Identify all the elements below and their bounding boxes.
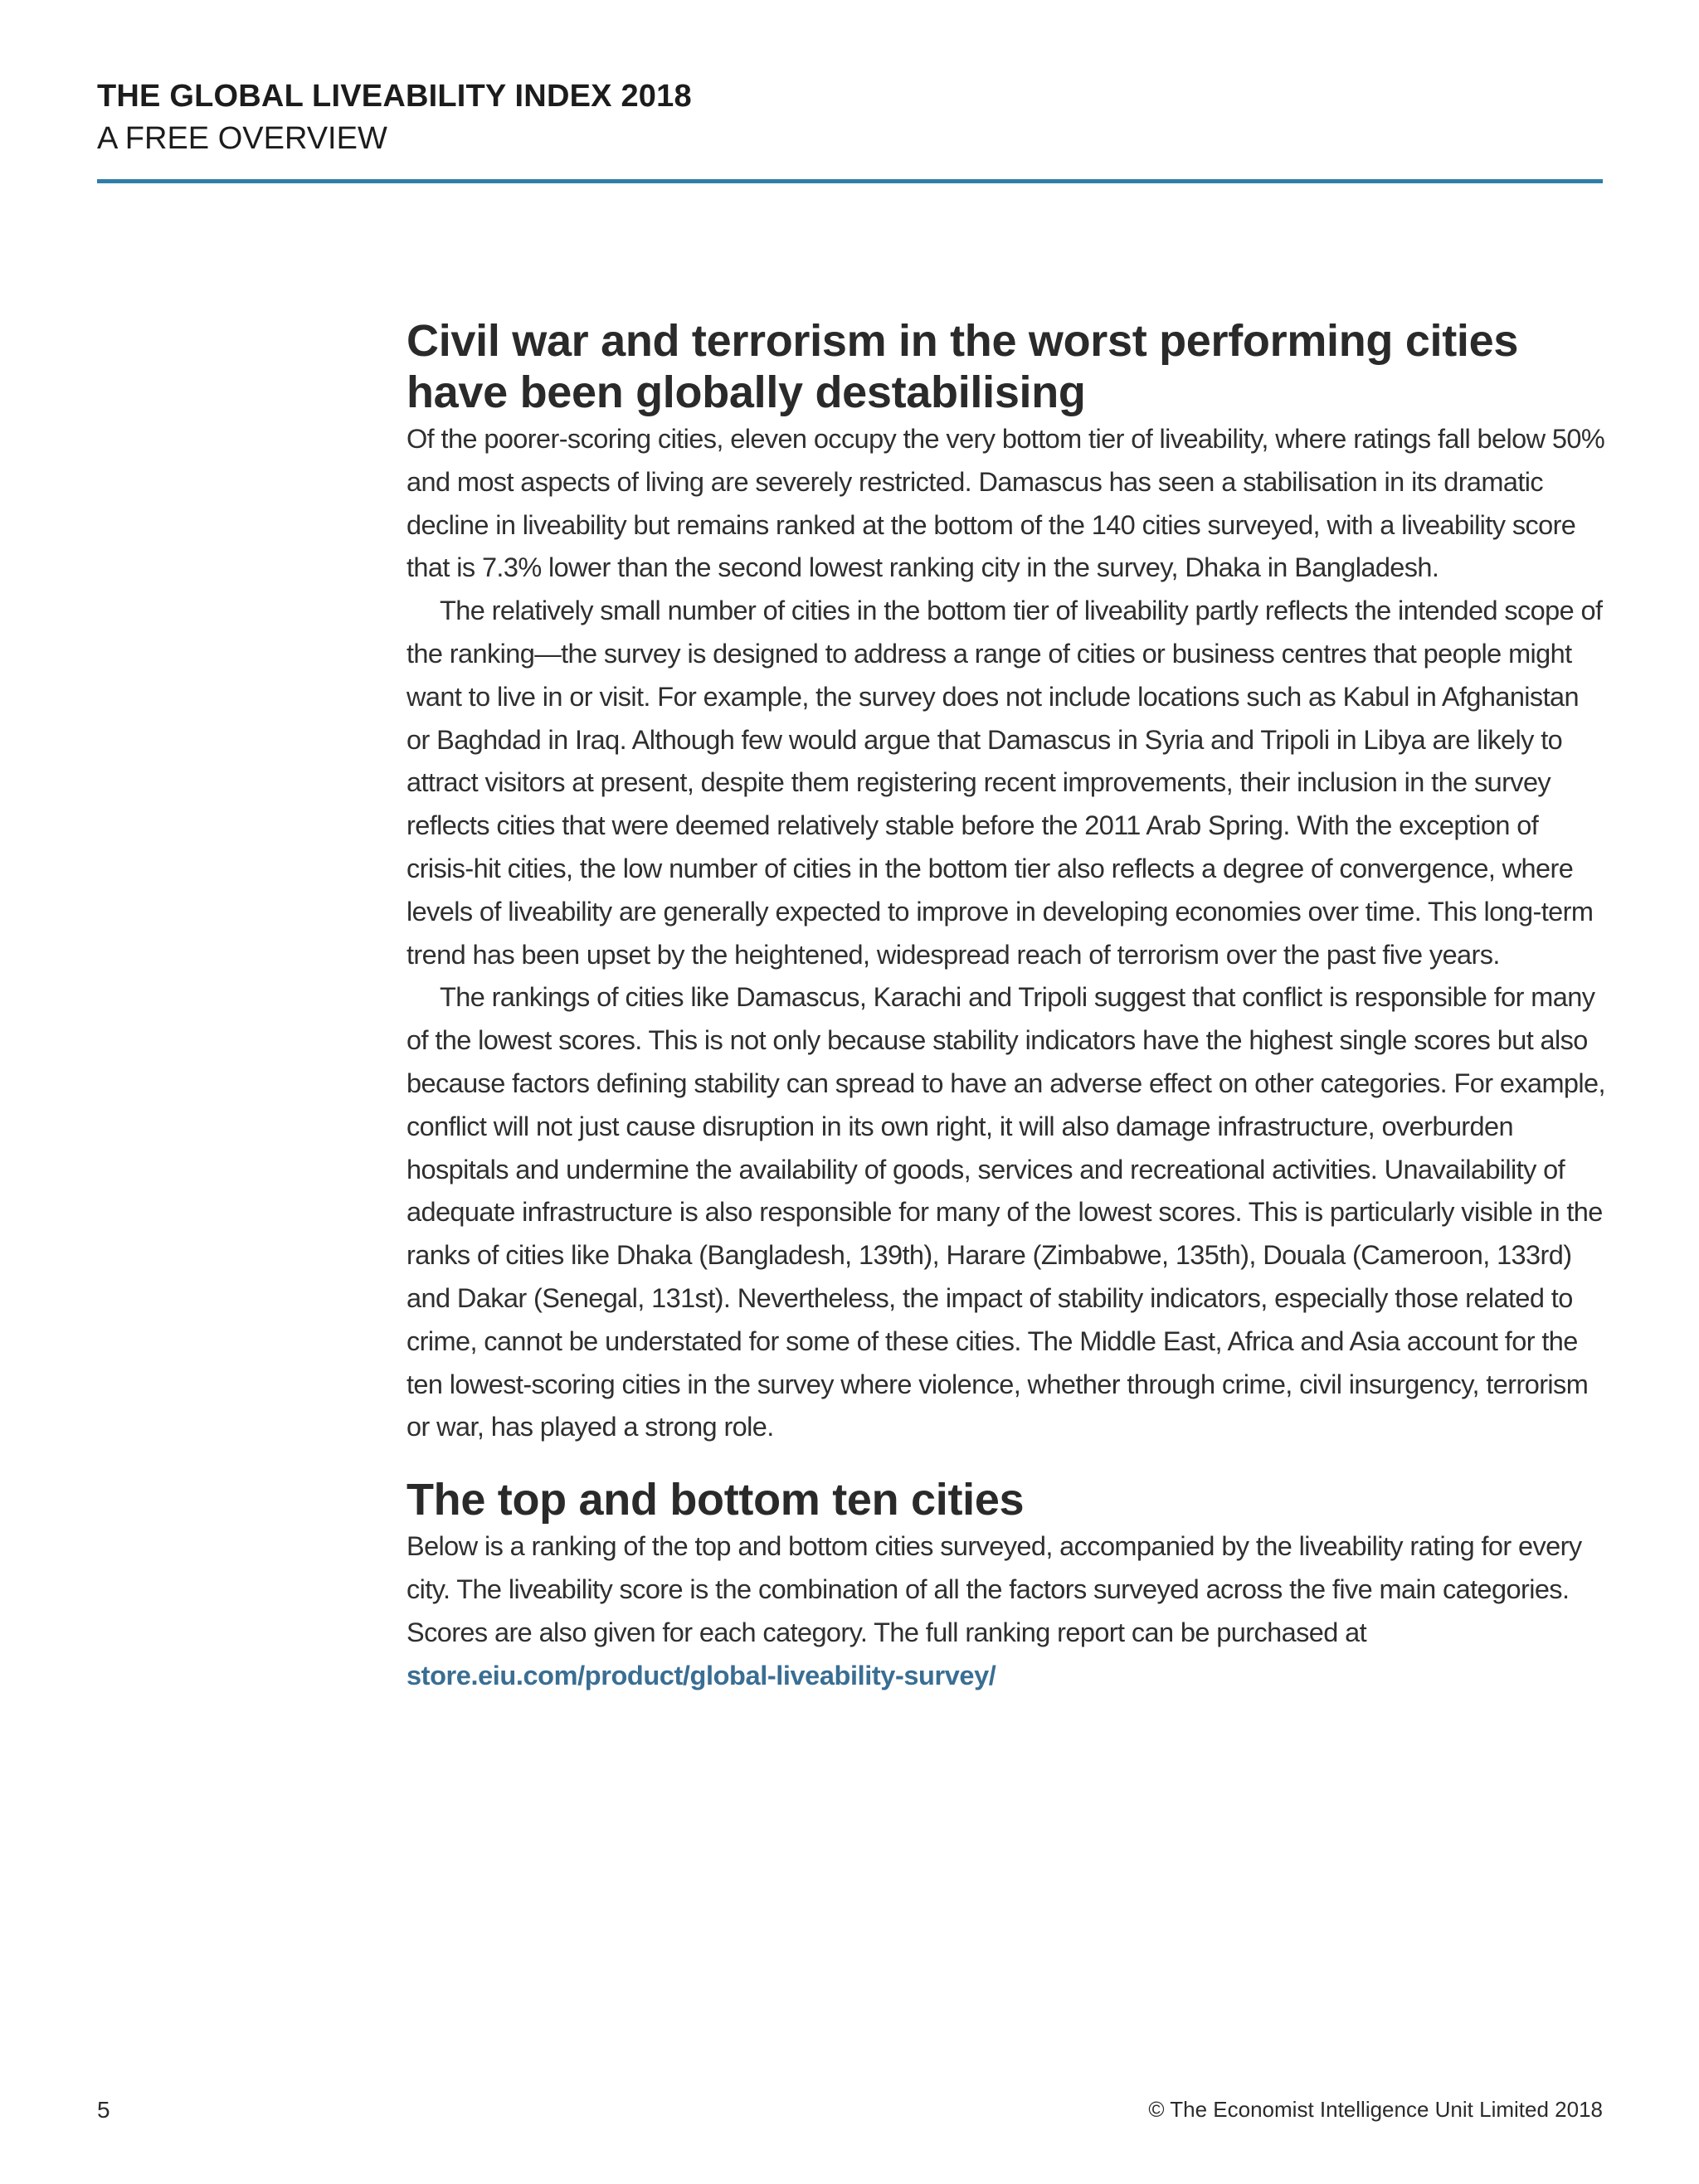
paragraph-text: Below is a ranking of the top and bottom cities surveyed, accompanied by the liveability rating for every city. The liveability score is the combination of all the factors surveyed across the five main categories. Scores are also given for each category. The full ranking report can be purchased at [406, 1531, 1582, 1647]
page-header [97, 76, 1603, 159]
paragraph: Of the poorer-scoring cities, eleven occupy the very bottom tier of liveability, where ratings fall below 50% and most aspects of living are severely restricted. Damascus has seen a stabilisation in its dramatic decline in liveability but remains ranked at the bottom of the 140 cities surveyed, with a liveability score that is 7.3% lower than the second lowest ranking city in the survey, Dhaka in Bangladesh. [406, 424, 1605, 583]
paragraph [406, 1525, 1605, 1697]
main-content [406, 315, 1605, 1697]
section-civil-war [406, 315, 1605, 1449]
store-link[interactable]: store.eiu.com/product/global-liveability-survey/ [406, 1660, 996, 1690]
page-footer [97, 2097, 1603, 2130]
header-divider [97, 179, 1603, 183]
page-number: 5 [97, 2097, 110, 2123]
report-subtitle: A FREE OVERVIEW [97, 121, 387, 156]
report-title: THE GLOBAL LIVEABILITY INDEX 2018 [97, 79, 692, 114]
section-top-bottom [406, 1474, 1605, 1697]
section-heading-top-bottom: The top and bottom ten cities [406, 1475, 1025, 1525]
paragraph: The rankings of cities like Damascus, Karachi and Tripoli suggest that conflict is responsible for many of the lowest scores. This is not only because stability indicators have the highest single scores but also because factors defining stability can spread to have an adverse effect on other categories. For example, conflict will not just cause disruption in its own right, it will also damage infrastructure, overburden hospitals and undermine the availability of goods, services and recreational activities. Unavailability of adequate infrastructure is also responsible for many of the lowest scores. This is particularly visible in the ranks of cities like Dhaka (Bangladesh, 139th), Harare (Zimbabwe, 135th), Douala (Cameroon, 133rd) and Dakar (Senegal, 131st). Nevertheless, the impact of stability indicators, especially those related to crime, cannot be understated for some of these cities. The Middle East, Africa and Asia account for the ten lowest-scoring cities in the survey where violence, whether through crime, civil insurgency, terrorism or war, has played a strong role. [406, 982, 1605, 1442]
paragraph: The relatively small number of cities in the bottom tier of liveability partly reflects the intended scope of the ranking—the survey is designed to address a range of cities or business centres that people might want to live in or visit. For example, the survey does not include locations such as Kabul in Afghanistan or Baghdad in Iraq. Although few would argue that Damascus in Syria and Tripoli in Libya are likely to attract visitors at present, despite them registering recent improvements, their inclusion in the survey reflects cities that were deemed relatively stable before the 2011 Arab Spring. With the exception of crisis-hit cities, the low number of cities in the bottom tier also reflects a degree of convergence, where levels of liveability are generally expected to improve in developing economies over time. This long-term trend has been upset by the heightened, widespread reach of terrorism over the past five years. [406, 596, 1603, 970]
copyright-notice: © The Economist Intelligence Unit Limited 2018 [1148, 2097, 1603, 2122]
section-heading-civil-war: Civil war and terrorism in the worst performing cities have been globally destabilising [406, 316, 1519, 417]
